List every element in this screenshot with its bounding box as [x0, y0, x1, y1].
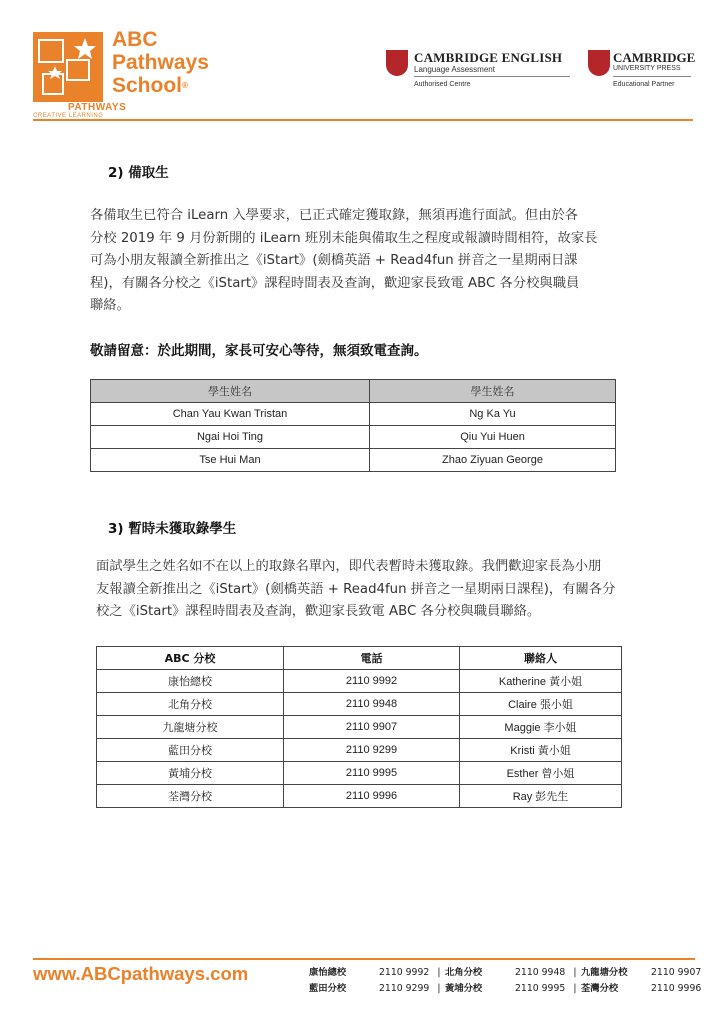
- footer-branch-name: 康怡總校: [309, 967, 347, 978]
- header-divider: [33, 119, 693, 121]
- footer-branch-directory: [309, 965, 705, 997]
- waitlist-table: [90, 379, 616, 472]
- cambridge-press-subtitle: UNIVERSITY PRESS: [613, 65, 681, 72]
- footer-branch-phone: 2110 9995: [515, 983, 566, 994]
- branch-cell: 北角分校: [97, 693, 284, 716]
- section-2-line-4: 程)，有關各分校之《iStart》課程時間表及查詢，歡迎家長致電 ABC 各分校與職員: [90, 275, 580, 291]
- footer-branch-name: 荃灣分校: [581, 983, 619, 994]
- table-row: [97, 762, 622, 785]
- section-3-line-3: 校之《iStart》課程時間表及查詢，歡迎家長致電 ABC 各分校與職員聯絡。: [96, 604, 541, 619]
- phone-cell: 2110 9907: [284, 716, 460, 739]
- branch-cell: 荃灣分校: [97, 785, 284, 808]
- cambridge-english-shield-icon: [386, 50, 408, 76]
- school-name-line-2: Pathways: [112, 51, 209, 74]
- table-row: [91, 426, 616, 449]
- student-name-cell: Chan Yau Kwan Tristan: [91, 403, 370, 426]
- logo-pathways-word: PATHWAYS: [68, 102, 127, 113]
- table-row: [97, 739, 622, 762]
- cambridge-press-title: CAMBRIDGE: [613, 50, 696, 65]
- footer-separator: |: [437, 967, 441, 978]
- branch-cell: 康怡總校: [97, 670, 284, 693]
- section-3-paragraph: [96, 556, 615, 624]
- section-2-line-3: 可為小朋友報讀全新推出之《iStart》(劍橋英語 + Read4fun 拼音之一星期兩日課: [90, 253, 578, 268]
- cambridge-english-title: CAMBRIDGE ENGLISH: [414, 50, 563, 65]
- cambridge-press-divider: [613, 76, 691, 77]
- footer-branch-phone: 2110 9992: [379, 967, 430, 978]
- footer-row: [309, 981, 705, 997]
- phone-cell: 2110 9299: [284, 739, 460, 762]
- school-logo-emblem: [33, 32, 103, 102]
- table-row: [97, 716, 622, 739]
- footer-branch-name: 九龍塘分校: [581, 967, 628, 978]
- school-name-line-3: [112, 74, 209, 97]
- section-2-paragraph: [90, 205, 597, 318]
- student-name-cell: Qiu Yui Huen: [370, 426, 616, 449]
- table-header-row: [97, 647, 622, 670]
- school-name-line-3-text: School: [112, 74, 183, 97]
- star-letter-blocks-icon: [33, 32, 103, 102]
- cambridge-press-caption: Educational Partner: [613, 81, 675, 88]
- phone-cell: 2110 9948: [284, 693, 460, 716]
- footer-branch-name: 北角分校: [445, 967, 483, 978]
- column-header: 學生姓名: [91, 380, 370, 403]
- section-2-heading: 2) 備取生: [108, 165, 169, 181]
- student-name-cell: Zhao Ziyuan George: [370, 449, 616, 472]
- cambridge-english-caption: Authorised Centre: [414, 81, 471, 88]
- footer-branch-name: 藍田分校: [309, 983, 347, 994]
- branch-cell: 藍田分校: [97, 739, 284, 762]
- cambridge-english-subtitle: Language Assessment: [414, 65, 495, 74]
- contact-cell: Kristi 黃小姐: [460, 739, 622, 762]
- school-name: [112, 28, 209, 97]
- column-header: 電話: [284, 647, 460, 670]
- footer-branch-phone: 2110 9996: [651, 983, 702, 994]
- footer-separator: |: [573, 983, 577, 994]
- contact-cell: Esther 曾小姐: [460, 762, 622, 785]
- phone-cell: 2110 9992: [284, 670, 460, 693]
- phone-cell: 2110 9996: [284, 785, 460, 808]
- column-header: ABC 分校: [97, 647, 284, 670]
- section-3-line-1: 面試學生之姓名如不在以上的取錄名單內，即代表暫時未獲取錄。我們歡迎家長為小朋: [96, 559, 602, 574]
- footer-separator: |: [573, 967, 577, 978]
- contact-cell: Katherine 黃小姐: [460, 670, 622, 693]
- table-header-row: [91, 380, 616, 403]
- footer-divider: [33, 958, 695, 960]
- column-header: 學生姓名: [370, 380, 616, 403]
- student-name-cell: Ngai Hoi Ting: [91, 426, 370, 449]
- logo-tagline: CREATIVE LEARNING: [33, 113, 104, 119]
- branch-cell: 九龍塘分校: [97, 716, 284, 739]
- footer-website-link[interactable]: www.ABCpathways.com: [33, 963, 249, 984]
- column-header: 聯絡人: [460, 647, 622, 670]
- section-2-line-5: 聯絡。: [90, 298, 130, 313]
- table-row: [97, 785, 622, 808]
- table-row: [91, 403, 616, 426]
- section-2-line-2: 分校 2019 年 9 月份新開的 iLearn 班別未能與備取生之程度或報讀時間相符，故家長: [90, 230, 598, 246]
- footer-branch-name: 黃埔分校: [445, 983, 483, 994]
- section-2-line-1: 各備取生已符合 iLearn 入學要求，已正式確定獲取錄，無須再進行面試。但由於各: [90, 208, 579, 223]
- cambridge-english-divider: [414, 76, 570, 77]
- footer-branch-phone: 2110 9948: [515, 967, 566, 978]
- student-name-cell: Ng Ka Yu: [370, 403, 616, 426]
- contact-cell: Ray 彭先生: [460, 785, 622, 808]
- student-name-cell: Tse Hui Man: [91, 449, 370, 472]
- footer-branch-phone: 2110 9907: [651, 967, 702, 978]
- table-row: [91, 449, 616, 472]
- table-row: [97, 693, 622, 716]
- footer-row: [309, 965, 705, 981]
- contact-cell: Claire 張小姐: [460, 693, 622, 716]
- phone-cell: 2110 9995: [284, 762, 460, 785]
- footer-branch-phone: 2110 9299: [379, 983, 430, 994]
- notice-text: 敬請留意：於此期間，家長可安心等待，無須致電查詢。: [90, 343, 428, 359]
- cambridge-press-shield-icon: [588, 50, 610, 76]
- footer-separator: |: [437, 983, 441, 994]
- registered-mark: ®: [182, 81, 188, 90]
- school-name-line-1: ABC: [112, 28, 158, 51]
- section-3-heading: 3) 暫時未獲取錄學生: [108, 521, 237, 537]
- branch-cell: 黃埔分校: [97, 762, 284, 785]
- contact-cell: Maggie 李小姐: [460, 716, 622, 739]
- table-row: [97, 670, 622, 693]
- section-3-line-2: 友報讀全新推出之《iStart》(劍橋英語 + Read4fun 拼音之一星期兩日課程)，有關各分: [96, 581, 616, 597]
- branch-contact-table: [96, 646, 622, 808]
